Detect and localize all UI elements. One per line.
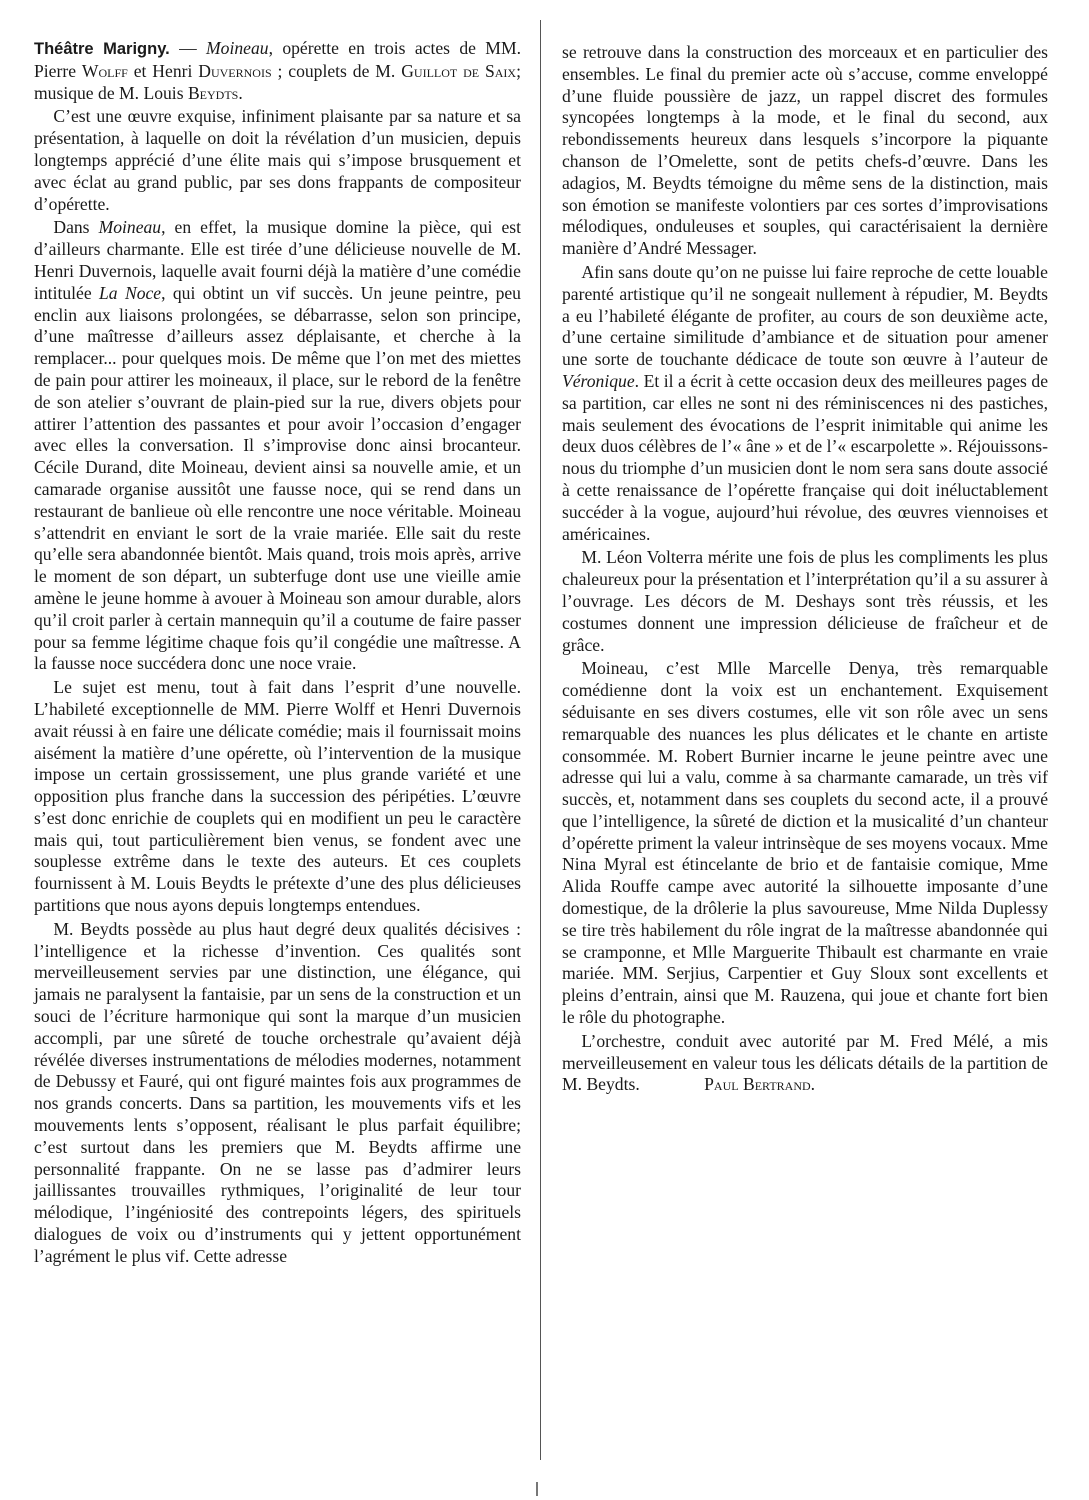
author-guillot: Guillot de Saix — [401, 60, 517, 81]
page-mark — [536, 1482, 538, 1496]
paragraph-continuation: se retrouve dans la construction des morceaux et en particulier des ensembles. Le final du premier acte où s’accuse, comme enveloppé d’une fluide poussière de jazz, un rappel discret des formules syncopées longtemps à la mode, et le final du second, aux rebondissements heureux dans lesquels s’incorpore la piquante chanson de l’Omelette, sont de petits chefs-d’œuvre. Dans les adagios, M. Beydts témoigne du même sens de la distinction, mais son émotion se manifeste volontiers par ces sortes d’improvisations mélodiques, onduleuses et souples, qui caractérisaient la dernière manière d’André Messager. — [562, 42, 1048, 259]
author-signature: Paul Bertrand. — [704, 1074, 816, 1095]
right-column — [562, 42, 1048, 1096]
paragraph-qualities: M. Beydts possède au plus haut degré deux qualités décisives : l’intelligence et la richesse d’invention. Ces qualités sont merveilleusement servies par une distinction, une élégance, qui jamais ne paralysent la fantaisie, par un sens de la construction et un souci de l’écriture harmonique qui sont la marque d’un musicien accompli, par une sûreté de touche orchestrale qu’avaient déjà révélée diverses instrumentations de mélodies modernes, notamment de Debussy et Fauré, qui ont figuré maintes fois aux programmes de nos grands concerts. Dans sa partition, les mouvements vifs et les mouvements lents s’opposent, réalisant le plus parfait équilibre; c’est surtout dans les premiers que M. Beydts affirme une personnalité frappante. On ne se lasse pas d’admirer leurs jaillissantes trouvailles rythmiques, l’originalité de leur tour mélodique, l’ingéniosité des contrepoints légers, des spirituels dialogues de voix ou d’instruments qui y jettent opportunément l’agrément le plus vif. Cette adresse — [34, 918, 521, 1266]
paragraph-subject: Le sujet est menu, tout à fait dans l’esprit d’une nouvelle. L’habileté exceptionnelle de MM. Pierre Wolff et Henri Duvernois avait réussi à en faire une délicate comédie; mais il fournissait moins aisément la matière d’une opérette, où l’intervention de la musique impose un certain grossissement, une plus grande variété et une opposition plus franche dans la succession des péripéties. L’œuvre s’est donc enrichie de couplets qui en modifient un peu le caractère mais qui, tout particulièrement bien venus, se fondent avec une souplesse extrême dans le texte des auteurs. Et ces couplets fournissent à M. Louis Beydts le prétexte d’une des plus délicieuses partitions que nous ayons depuis longtemps entendues. — [34, 677, 521, 916]
paragraph-plot: Dans Moineau, en effet, la musique domine la pièce, qui est d’ailleurs charmante. Elle est tirée d’une délicieuse nouvelle de M. Henri Duvernois, laquelle avait fourni déjà la matière d’une comédie intitulée La Noce, qui obtint un vif succès. Un jeune peintre, peu enclin aux liaisons prolongées, se débarrasse, selon son principe, d’une maîtresse d’ailleurs assez déplaisante, et cherche à la remplacer... pour quelques mois. De même que l’on met des miettes de pain pour attirer les moineaux, il place, sur le rebord de la fenêtre de son atelier s’ouvrant de plain-pied sur la rue, divers objets pour attirer l’attention des passantes et pour avoir l’occasion d’engager avec elles la conversation. Il s’improvise donc ainsi brocanteur. Cécile Durand, dite Moineau, devient ainsi sa nouvelle amie, et un camarade organise aussitôt une fausse noce, qui se rend dans un restaurant de banlieue où elle rencontre une noce véritable. Moineau s’attendrit en enviant le sort de la vraie mariée. Elle sait du reste qu’elle sera abandonnée bientôt. Mais quand, trois mois après, arrive le moment de son départ, un subterfuge dont use une vieille amie amène le jeune homme à avouer à Moineau son amour durable, alors qu’il croit parler à certain mannequin qu’il a coutume de faire passer pour sa femme légitime chaque fois qu’il congédie une maîtresse. A la fausse noce succédera donc une noce vraie. — [34, 217, 522, 674]
left-column — [34, 38, 521, 1268]
paragraph-production: M. Léon Volterra mérite une fois de plus les compliments les plus chaleureux pour la présentation et l’interprétation qu’il a su assurer à l’ouvrage. Les décors de M. Deshays sont très réussis, et les costumes donnent une impression délicieuse de fraîcheur et de grâce. — [562, 547, 1048, 655]
author-wolff: Wolff — [81, 60, 128, 81]
play-title: Moineau — [206, 38, 269, 58]
paragraph-orchestra: L’orchestre, conduit avec autorité par M. Fred Mélé, a mis merveilleusement en valeur tous les délicats détails de la partition de M. Beydts. Paul Bertrand. — [562, 1030, 1048, 1095]
column-divider — [540, 20, 541, 1460]
author-duvernois: Duvernois — [198, 60, 272, 81]
paragraph-dedication: Afin sans doute qu’on ne puisse lui faire reproche de cette louable parenté artistique qu’il ne songeait nullement à répudier, M. Beydts a eu l’habileté élégante de profiter, au cours de son deuxième acte, d’une certaine similitude d’ambiance et de situation pour amener une sorte de touchante dédicace de toute son œuvre à l’auteur de Véronique. Et il a écrit à cette occasion deux des meilleures pages de sa partition, car elles ne sont ni des réminiscences ni des pastiches, mais seulement des évocations de l’esprit inimitable qui anime les deux duos célèbres de l’« âne » et de l’« escarpolette ». Réjouissons-nous du triomphe d’un musicien dont le nom sera sans doute associé à cette renaissance de l’opérette française qui doit inéluctablement succéder à la vogue, aujourd’hui révolue, des œuvres viennoises et américaines. — [562, 261, 1048, 544]
paragraph-intro: C’est une œuvre exquise, infiniment plaisante par sa nature et sa présentation, à laquelle on doit la révélation d’un musicien, depuis longtemps apprécié d’une élite mais qui s’impose brusquement et avec éclat au grand public, par ses dons frappants de compositeur d’opérette. — [34, 106, 521, 214]
theatre-name: Théâtre Marigny. — [34, 40, 170, 58]
paragraph-cast: Moineau, c’est Mlle Marcelle Denya, très remarquable comédienne dont la voix est un enchantement. Exquisement séduisante en ses divers costumes, elle vit son rôle avec un sens remarquable des nuances les plus délicates et le chante en artiste consommée. M. Robert Burnier incarne le jeune peintre avec une adresse qui lui a valu, comme à sa charmante camarade, un très vif succès, et, notamment dans ses couplets du second acte, il a prouvé que l’intelligence, la sûreté de diction et la musicalité d’un chanteur d’opérette priment la valeur intrinsèque de ses moyens vocaux. Mme Nina Myral est étincelante de brio et de fantaisie comique, Mme Alida Rouffe campe avec autorité la silhouette imposante d’une domestique, de la drôlerie la plus savoureuse, Mme Nilda Duplessy se tire très habilement du rôle ingrat de la maîtresse abandonnée qui se cramponne, et Mlle Marguerite Thibault est charmante en vraie mariée. MM. Serjius, Carpentier et Guy Sloux sont excellents et pleins d’entrain, ainsi que M. Rauzena, qui joue et chante fort bien le rôle du photographe. — [562, 658, 1048, 1028]
article-heading: Théâtre Marigny. — Moineau, opérette en trois actes de MM. Pierre Wolff et Henri Duvernois ; couplets de M. Guillot de Saix; musique de M. Louis Beydts. — [34, 38, 521, 103]
composer-beydts: Beydts — [187, 82, 239, 103]
